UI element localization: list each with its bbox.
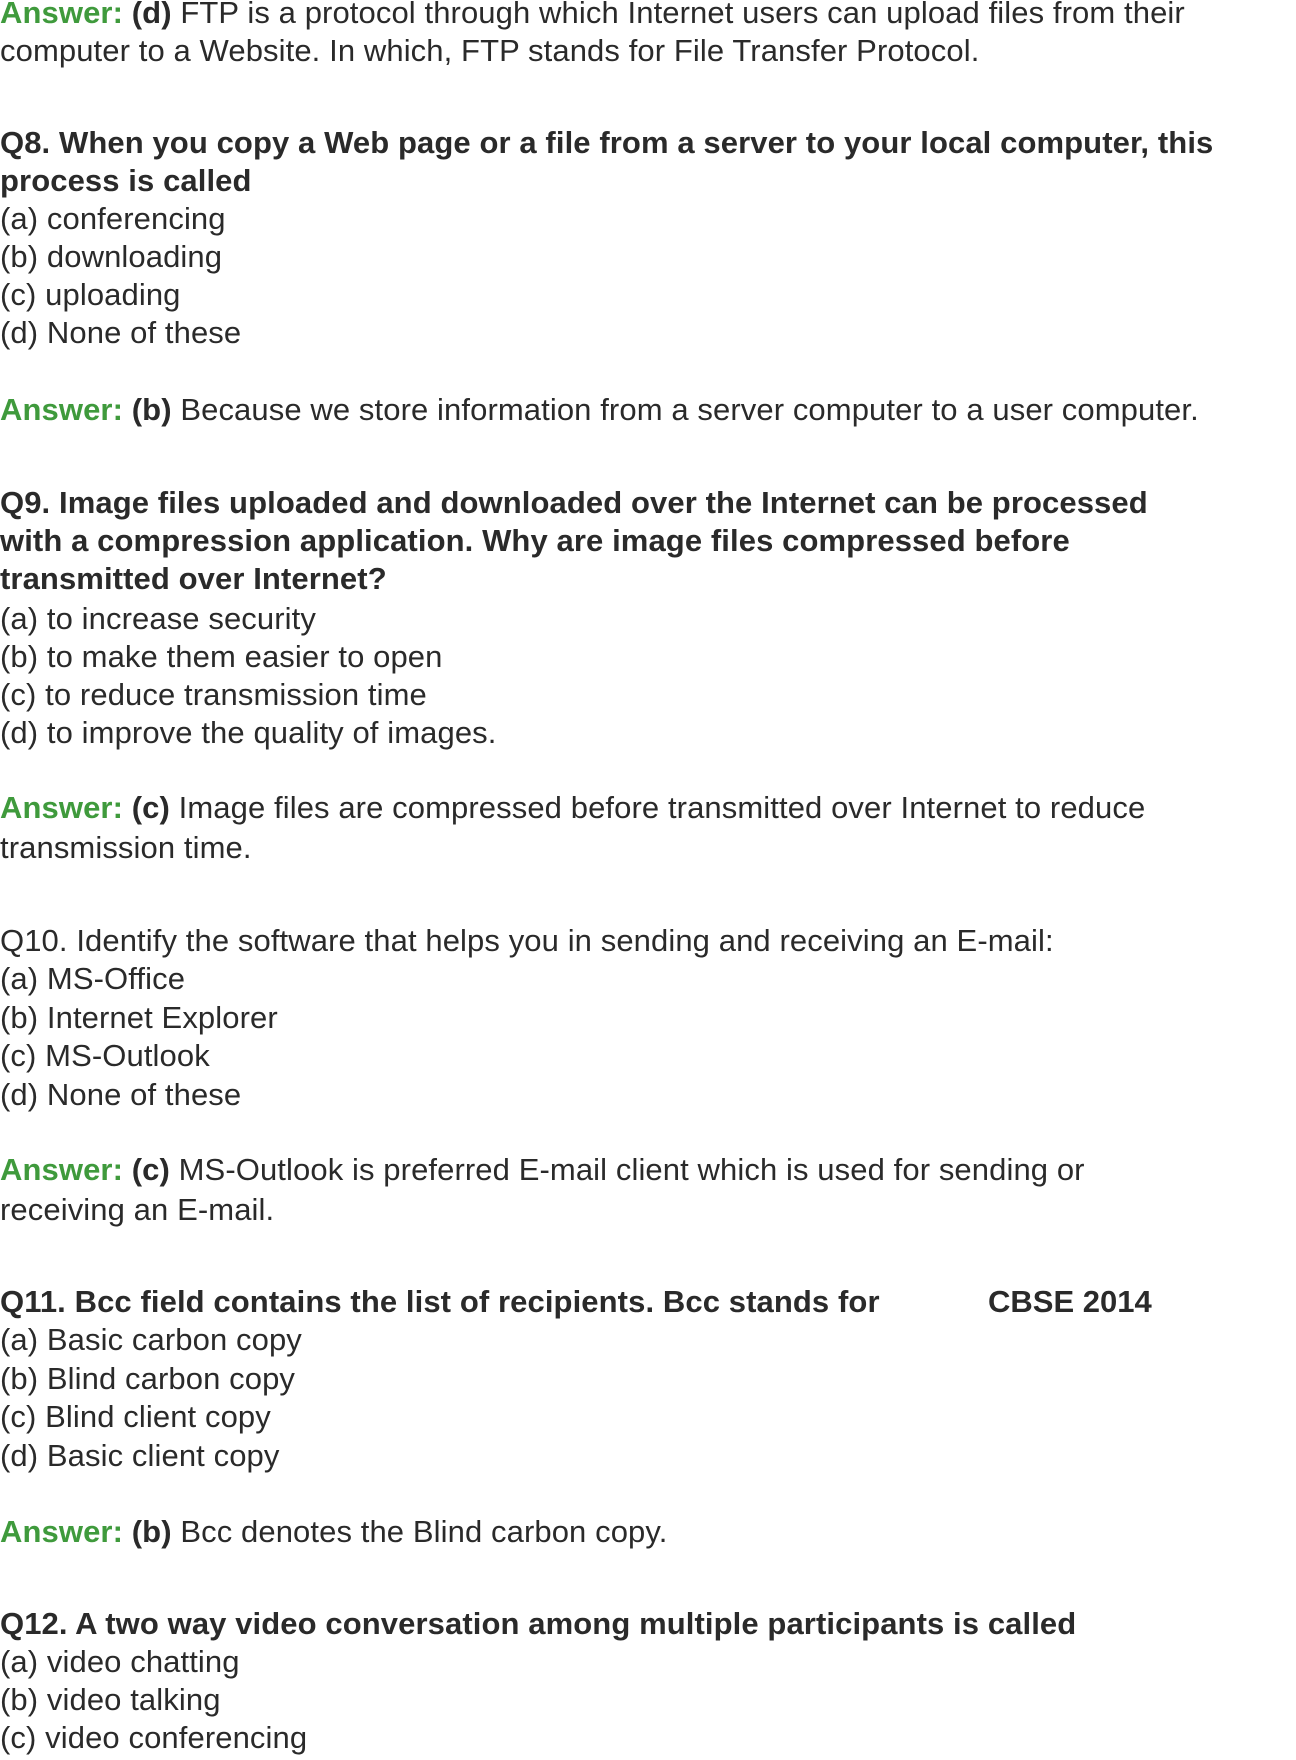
q12-option-a: (a) video chatting [0,1644,240,1679]
answer-text: Because we store information from a server computer to a user computer. [171,392,1199,427]
answer-q7-line-2: computer to a Website. In which, FTP stands for File Transfer Protocol. [0,33,980,68]
answer-q9-line-2: transmission time. [0,830,252,865]
q12-option-c: (c) video conferencing [0,1720,308,1755]
question-q8-line-1: Q8. When you copy a Web page or a file from a server to your local computer, this [0,125,1214,160]
answer-option: (b) [131,1514,172,1549]
q11-option-a: (a) Basic carbon copy [0,1322,302,1357]
answer-q9-line-1 [0,789,1145,827]
q9-option-a: (a) to increase security [0,601,316,636]
q10-option-c: (c) MS-Outlook [0,1038,210,1073]
q8-option-d: (d) None of these [0,315,242,350]
q11-option-d: (d) Basic client copy [0,1438,280,1473]
q10-option-b: (b) Internet Explorer [0,1000,278,1035]
question-q11: Q11. Bcc field contains the list of recipients. Bcc stands for [0,1284,880,1319]
q12-option-b: (b) video talking [0,1682,221,1717]
answer-option: (b) [131,392,172,427]
answer-label: Answer: [0,0,124,30]
answer-option: (c) [131,1152,170,1187]
answer-text: Image files are compressed before transmitted over Internet to reduce [169,790,1146,825]
answer-text: MS-Outlook is preferred E-mail client which is used for sending or [169,1152,1085,1187]
q9-option-c: (c) to reduce transmission time [0,677,427,712]
answer-label: Answer: [0,1514,124,1549]
answer-q7-line-1 [0,0,1185,32]
q9-option-d: (d) to improve the quality of images. [0,715,497,750]
q10-option-d: (d) None of these [0,1077,242,1112]
q8-option-a: (a) conferencing [0,201,226,236]
q11-option-b: (b) Blind carbon copy [0,1361,296,1396]
question-q8-line-2: process is called [0,163,252,198]
question-q9-line-1: Q9. Image files uploaded and downloaded over the Internet can be processed [0,485,1148,520]
answer-label: Answer: [0,1152,124,1187]
question-q10: Q10. Identify the software that helps you in sending and receiving an E-mail: [0,923,1054,958]
answer-q8 [0,391,1199,429]
answer-q10-line-1 [0,1151,1085,1189]
question-q9-line-2: with a compression application. Why are image files compressed before [0,523,1070,558]
question-q9-line-3: transmitted over Internet? [0,561,387,596]
q8-option-b: (b) downloading [0,239,223,274]
q8-option-c: (c) uploading [0,277,181,312]
answer-label: Answer: [0,790,124,825]
q11-option-c: (c) Blind client copy [0,1399,271,1434]
answer-text: FTP is a protocol through which Internet users can upload files from their [171,0,1185,30]
answer-q10-line-2: receiving an E-mail. [0,1192,275,1227]
q10-option-a: (a) MS-Office [0,961,186,996]
answer-option: (d) [131,0,172,30]
answer-option: (c) [131,790,170,825]
answer-label: Answer: [0,392,124,427]
question-q12: Q12. A two way video conversation among multiple participants is called [0,1606,1077,1641]
answer-text: Bcc denotes the Blind carbon copy. [171,1514,668,1549]
answer-q11 [0,1513,667,1551]
exam-tag: CBSE 2014 [988,1284,1152,1319]
q9-option-b: (b) to make them easier to open [0,639,443,674]
